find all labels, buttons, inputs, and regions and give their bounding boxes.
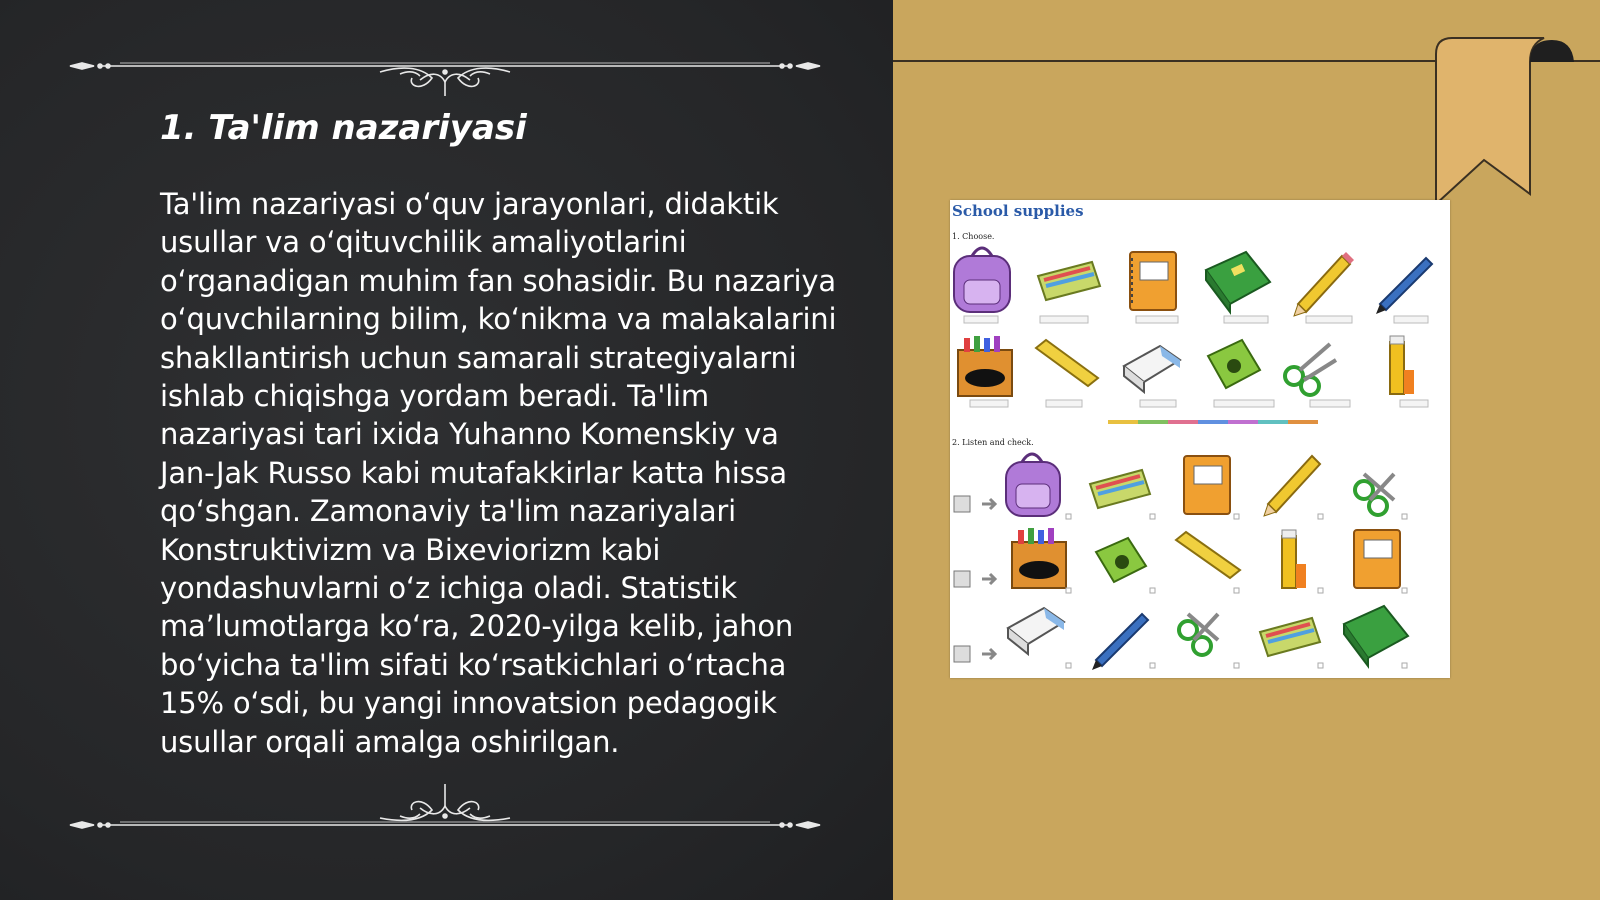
sharpener-icon — [1096, 538, 1146, 582]
school-supplies-illustrations — [950, 200, 1450, 678]
glue-stick-icon — [1390, 336, 1414, 394]
glue-stick-icon — [1282, 530, 1306, 588]
worksheet-section-choose: 1. Choose. — [952, 232, 995, 241]
bottom-ornament — [60, 770, 830, 830]
pencil-case-icon — [1260, 618, 1320, 656]
scissors-icon — [1355, 474, 1394, 515]
scissors-icon — [1285, 344, 1336, 395]
notebook-icon — [1184, 456, 1230, 514]
backpack-icon — [1006, 454, 1060, 516]
worksheet-section-listen: 2. Listen and check. — [952, 438, 1034, 447]
eraser-icon — [1124, 346, 1180, 392]
backpack-icon — [954, 248, 1010, 312]
scissors-icon — [1179, 614, 1218, 655]
pencil-icon — [1294, 252, 1354, 316]
worksheet-title: School supplies — [952, 202, 1084, 220]
pencil-case-icon — [1038, 262, 1100, 300]
color-strip — [1108, 420, 1318, 424]
notebook-icon — [1130, 252, 1176, 310]
arrow-icon — [982, 499, 995, 659]
ruler-icon — [1176, 532, 1240, 578]
pencil-icon — [1264, 456, 1320, 516]
pen-icon — [1092, 614, 1148, 670]
notebook-icon — [1354, 530, 1400, 588]
top-ornament — [60, 36, 830, 96]
pencil-case-icon — [1090, 470, 1150, 508]
crayons-box-icon — [1012, 528, 1066, 588]
slide-title: 1. Ta'lim nazariyasi — [160, 108, 527, 148]
slide-body-text: Ta'lim nazariyasi oʻquv jarayonlari, didaktik usullar va oʻqituvchilik amaliyotlarini oʻrganadigan muhim fan sohasidir. Bu nazariya oʻquvchilarning bilim, koʻnikma va malakalarini shakllantirish uchun samarali strategiyalarni ishlab chiqishga yordam beradi. Ta'lim nazariyasi tari ixida Yuhanno Komenskiy va Jan-Jak Russo kabi mutafakkirlar katta hissa qoʻshgan. Zamonaviy ta'lim nazariyalari Konstruktivizm va Bixeviorizm kabi yondashuvlarni oʻz ichiga oladi. Statistik maʼlumotlarga koʻra, 2020-yilga kelib, jahon boʻyicha ta'lim sifati koʻrsatkichlari oʻrtacha 15% oʻsdi, bu yangi innovatsion pedagogik usullar orqali amalga oshirilgan. — [160, 187, 837, 759]
worksheet-image — [950, 200, 1450, 678]
eraser-icon — [1008, 608, 1064, 654]
ruler-icon — [1036, 340, 1098, 386]
sharpener-icon — [1208, 340, 1260, 388]
pen-icon — [1376, 258, 1432, 314]
crayons-box-icon — [958, 336, 1012, 396]
book-icon — [1344, 606, 1408, 666]
speaker-icon — [954, 496, 970, 662]
book-icon — [1206, 252, 1270, 312]
bookmark-ribbon — [1434, 34, 1574, 204]
